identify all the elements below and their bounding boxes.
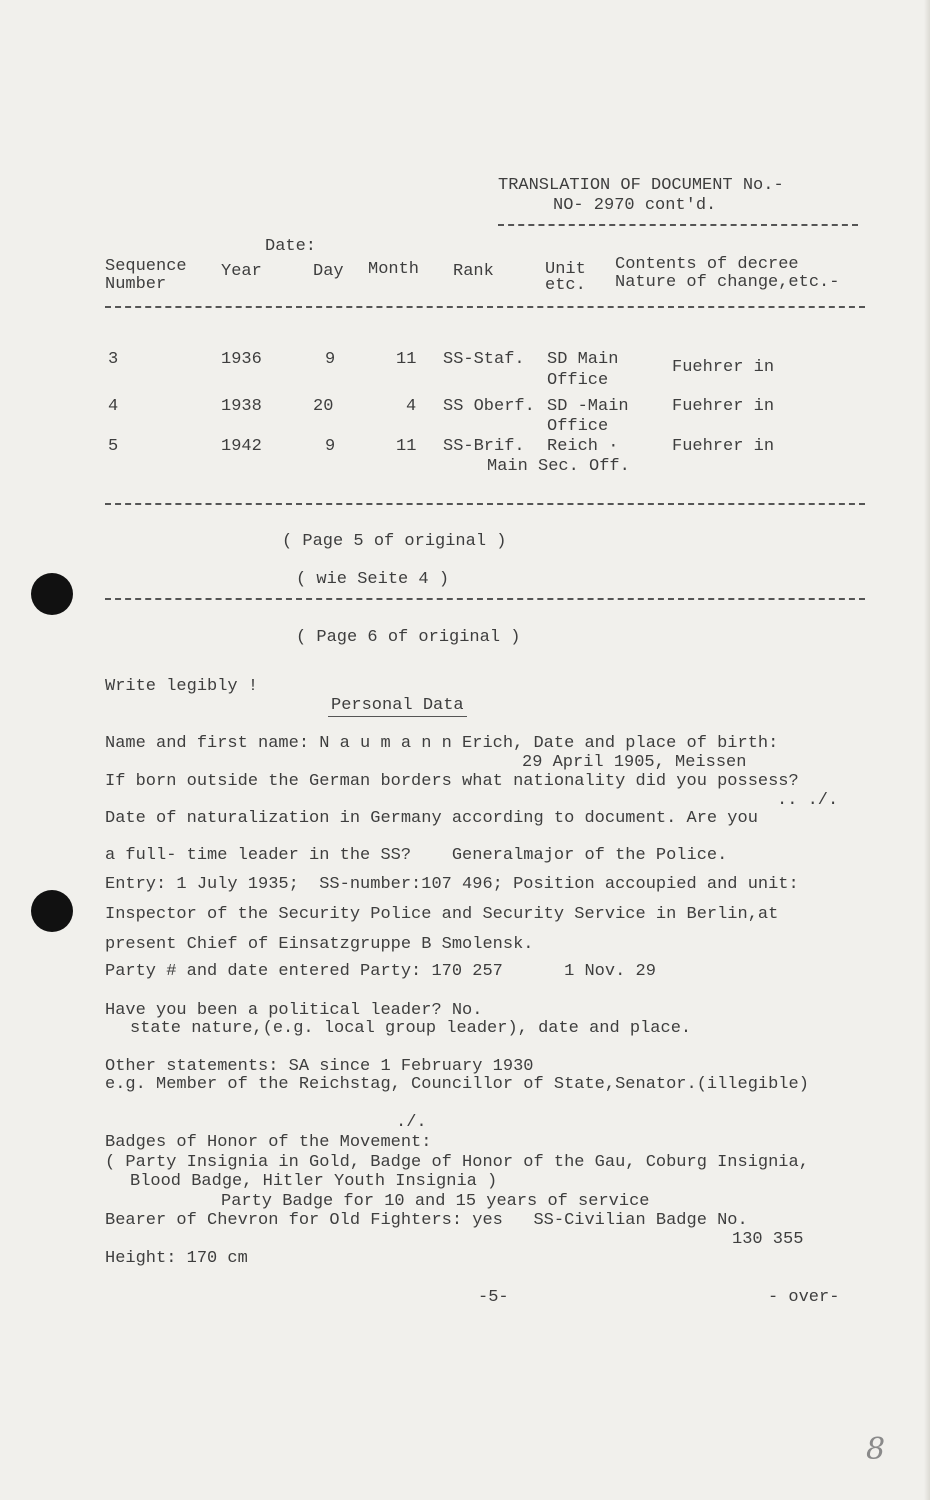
over-marker: - over- — [768, 1288, 840, 1307]
chevron-line: Bearer of Chevron for Old Fighters: yes SS-Civilian Badge No. — [105, 1211, 748, 1230]
page-5-marker: ( Page 5 of original ) — [282, 532, 507, 551]
table-bottom-divider — [105, 503, 865, 505]
paper-edge — [924, 0, 930, 1500]
page-divider — [105, 598, 865, 600]
table-header-divider — [105, 306, 865, 308]
col-unit: Unit — [545, 260, 586, 279]
height-line: Height: 170 cm — [105, 1249, 248, 1268]
other-statements-example: e.g. Member of the Reichstag, Councillor of State,Senator.(illegible) — [105, 1075, 809, 1094]
cell-contents: Fuehrer in — [672, 358, 775, 377]
badges-line-2: Blood Badge, Hitler Youth Insignia ) — [130, 1172, 498, 1191]
cell-seq: 3 — [108, 350, 119, 369]
col-etc: etc. — [545, 276, 586, 295]
cell-contents: Fuehrer in — [672, 437, 775, 456]
cell-day: 9 — [325, 350, 336, 369]
state-nature-line: state nature,(e.g. local group leader), date and place. — [130, 1019, 692, 1038]
col-nature: Nature of change,etc.- — [615, 273, 840, 292]
cell-contents: Fuehrer in — [672, 397, 775, 416]
badges-line-1: ( Party Insignia in Gold, Badge of Honor of the Gau, Coburg Insignia, — [105, 1153, 809, 1172]
document-number: NO- 2970 cont'd. — [553, 196, 717, 215]
personal-data-heading: Personal Data — [328, 696, 467, 717]
cell-unit-cont: Main Sec. Off. — [487, 457, 630, 476]
cell-unit: Reich · — [547, 437, 619, 456]
handwritten-page-number: 8 — [866, 1432, 886, 1467]
other-statements-line: Other statements: SA since 1 February 1930 — [105, 1057, 534, 1076]
cell-month: 4 — [406, 397, 417, 416]
badges-line-3: Party Badge for 10 and 15 years of service — [221, 1192, 650, 1211]
translation-title: TRANSLATION OF DOCUMENT No.- — [498, 176, 784, 195]
cell-day: 20 — [313, 397, 334, 416]
col-year: Year — [221, 262, 262, 281]
col-month: Month — [368, 260, 420, 279]
col-number: Number — [105, 275, 167, 294]
cell-rank: SS-Brif. — [443, 437, 525, 456]
date-label: Date: — [265, 237, 317, 256]
cell-unit-cont: Office — [547, 417, 609, 436]
cell-seq: 4 — [108, 397, 119, 416]
page-6-marker: ( Page 6 of original ) — [296, 628, 521, 647]
punch-hole-icon — [31, 890, 73, 932]
punch-hole-icon — [31, 573, 73, 615]
inspector-line: Inspector of the Security Police and Security Service in Berlin,at — [105, 905, 779, 924]
col-sequence: Sequence — [105, 257, 187, 276]
cell-day: 9 — [325, 437, 336, 456]
born-outside-question: If born outside the German borders what nationality did you possess? — [105, 772, 799, 791]
political-leader-line: Have you been a political leader? No. — [105, 1001, 483, 1020]
cell-month: 11 — [396, 437, 417, 456]
civilian-badge-number: 130 355 — [732, 1230, 804, 1249]
separator-mark: ./. — [396, 1113, 427, 1132]
col-contents: Contents of decree — [615, 255, 799, 274]
cell-year: 1936 — [221, 350, 262, 369]
write-legibly: Write legibly ! — [105, 677, 259, 696]
cell-unit-cont: Office — [547, 371, 609, 390]
cell-rank: SS-Staf. — [443, 350, 525, 369]
cell-unit: SD Main — [547, 350, 619, 369]
fulltime-leader-line: a full- time leader in the SS? Generalmajor of the Police. — [105, 846, 728, 865]
cell-seq: 5 — [108, 437, 119, 456]
name-line: Name and first name: N a u m a n n Erich, Date and place of birth: — [105, 734, 779, 753]
wie-seite-marker: ( wie Seite 4 ) — [296, 570, 450, 589]
party-line: Party # and date entered Party: 170 257 1 Nov. 29 — [105, 962, 656, 981]
cell-year: 1942 — [221, 437, 262, 456]
nationality-answer: .. ./. — [777, 791, 839, 810]
cell-year: 1938 — [221, 397, 262, 416]
header-divider — [498, 224, 858, 226]
cell-unit: SD -Main — [547, 397, 629, 416]
entry-line: Entry: 1 July 1935; SS-number:107 496; Position accoupied and unit: — [105, 875, 799, 894]
page-number: -5- — [478, 1288, 509, 1307]
col-day: Day — [313, 262, 344, 281]
badges-heading: Badges of Honor of the Movement: — [105, 1133, 432, 1152]
birth-date-place: 29 April 1905, Meissen — [522, 753, 747, 772]
cell-rank: SS Oberf. — [443, 397, 535, 416]
naturalization-line: Date of naturalization in Germany according to document. Are you — [105, 809, 758, 828]
col-rank: Rank — [453, 262, 494, 281]
chief-line: present Chief of Einsatzgruppe B Smolensk. — [105, 935, 534, 954]
cell-month: 11 — [396, 350, 417, 369]
